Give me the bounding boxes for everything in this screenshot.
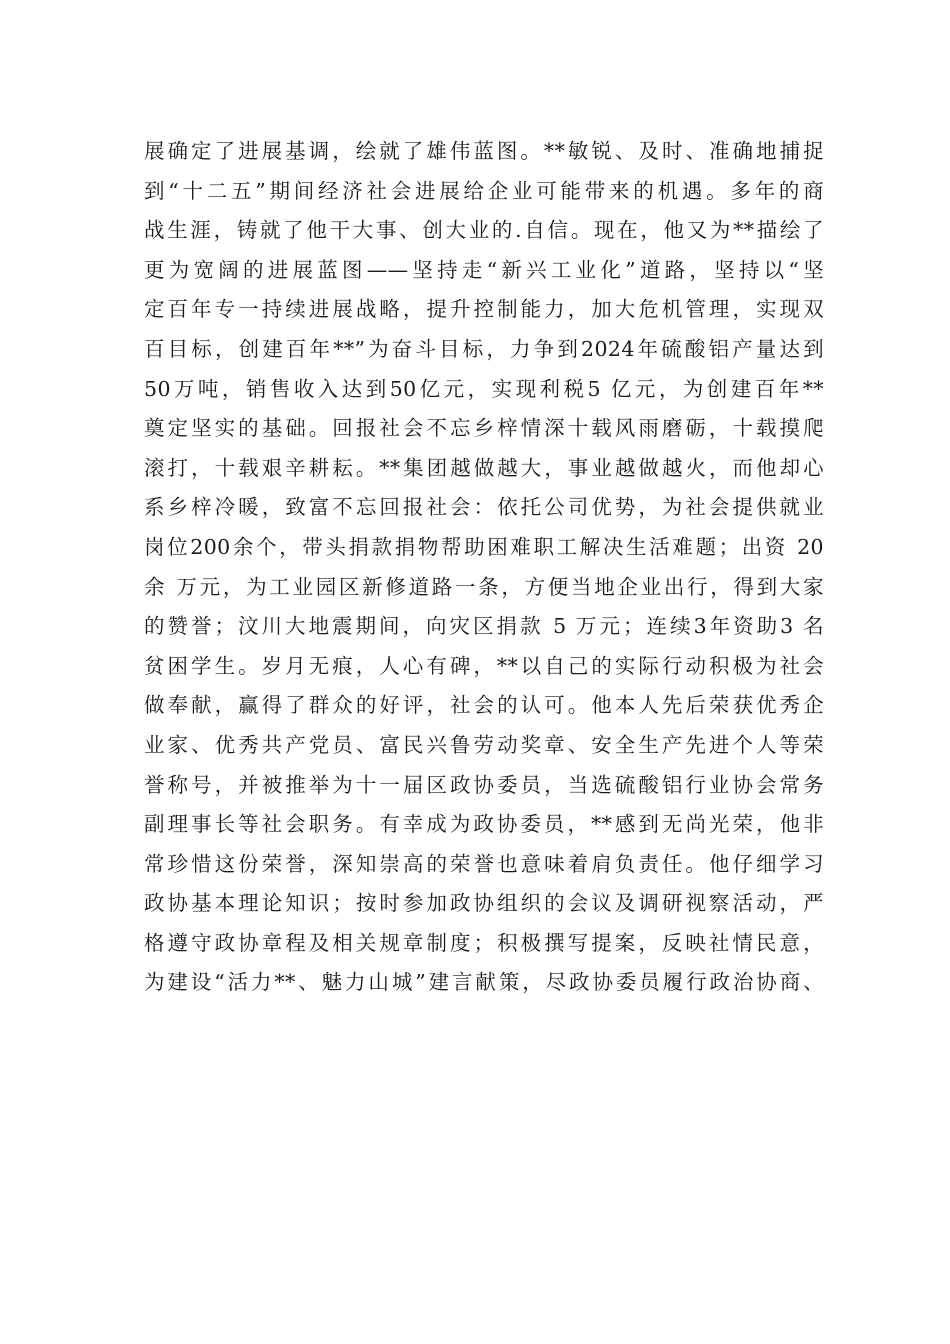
text-line: 到“十二五”期间经济社会进展给企业可能带来的机遇。多年的商	[144, 178, 824, 203]
text-line: 战生涯，铸就了他干大事、创大业的.自信。现在，他又为**描绘了	[144, 218, 824, 243]
text-line: 做奉献，赢得了群众的好评，社会的认可。他本人先后荣获优秀企	[144, 693, 824, 718]
text-line: 系乡梓冷暖，致富不忘回报社会：依托公司优势，为社会提供就业	[144, 495, 824, 520]
text-line: 展确定了进展基调，绘就了雄伟蓝图。**敏锐、及时、准确地捕捉	[144, 139, 824, 163]
text-line: 滚打，十载艰辛耕耘。**集团越做越大，事业越做越火，而他却心	[144, 455, 824, 480]
text-line: 为建设“活力**、魅力山城”建言献策，尽政协委员履行政治协商、	[144, 970, 824, 995]
text-line: 更为宽阔的进展蓝图——坚持走“新兴工业化”道路，坚持以“坚	[144, 257, 824, 282]
text-line: 誉称号，并被推举为十一届区政协委员，当选硫酸铝行业协会常务	[144, 772, 824, 797]
body-text	[144, 132, 824, 1003]
text-line: 岗位200余个，带头捐款捐物帮助困难职工解决生活难题；出资 20	[144, 534, 824, 559]
text-line: 格遵守政协章程及相关规章制度；积极撰写提案，反映社情民意，	[144, 930, 824, 955]
text-line: 常珍惜这份荣誉，深知崇高的荣誉也意味着肩负责任。他仔细学习	[144, 851, 824, 876]
text-line: 业家、优秀共产党员、富民兴鲁劳动奖章、安全生产先进个人等荣	[144, 732, 824, 757]
text-line: 定百年专一持续进展战略，提升控制能力，加大危机管理，实现双	[144, 297, 824, 322]
text-line: 百目标，创建百年**”为奋斗目标，力争到2024年硫酸铝产量达到	[144, 336, 824, 361]
text-line: 奠定坚实的基础。回报社会不忘乡梓情深十载风雨磨砺，十载摸爬	[144, 416, 824, 441]
text-line: 政协基本理论知识；按时参加政协组织的会议及调研视察活动，严	[144, 891, 824, 916]
text-line: 副理事长等社会职务。有幸成为政协委员，**感到无尚光荣，他非	[144, 812, 824, 837]
text-line: 余 万元，为工业园区新修道路一条，方便当地企业出行，得到大家	[144, 574, 824, 599]
text-line: 的赞誉；汶川大地震期间，向灾区捐款 5 万元；连续3年资助3 名	[144, 614, 824, 639]
text-line: 贫困学生。岁月无痕，人心有碑，**以自己的实际行动积极为社会	[144, 653, 824, 678]
text-line: 50万吨，销售收入达到50亿元，实现利税5 亿元，为创建百年**	[144, 376, 824, 401]
